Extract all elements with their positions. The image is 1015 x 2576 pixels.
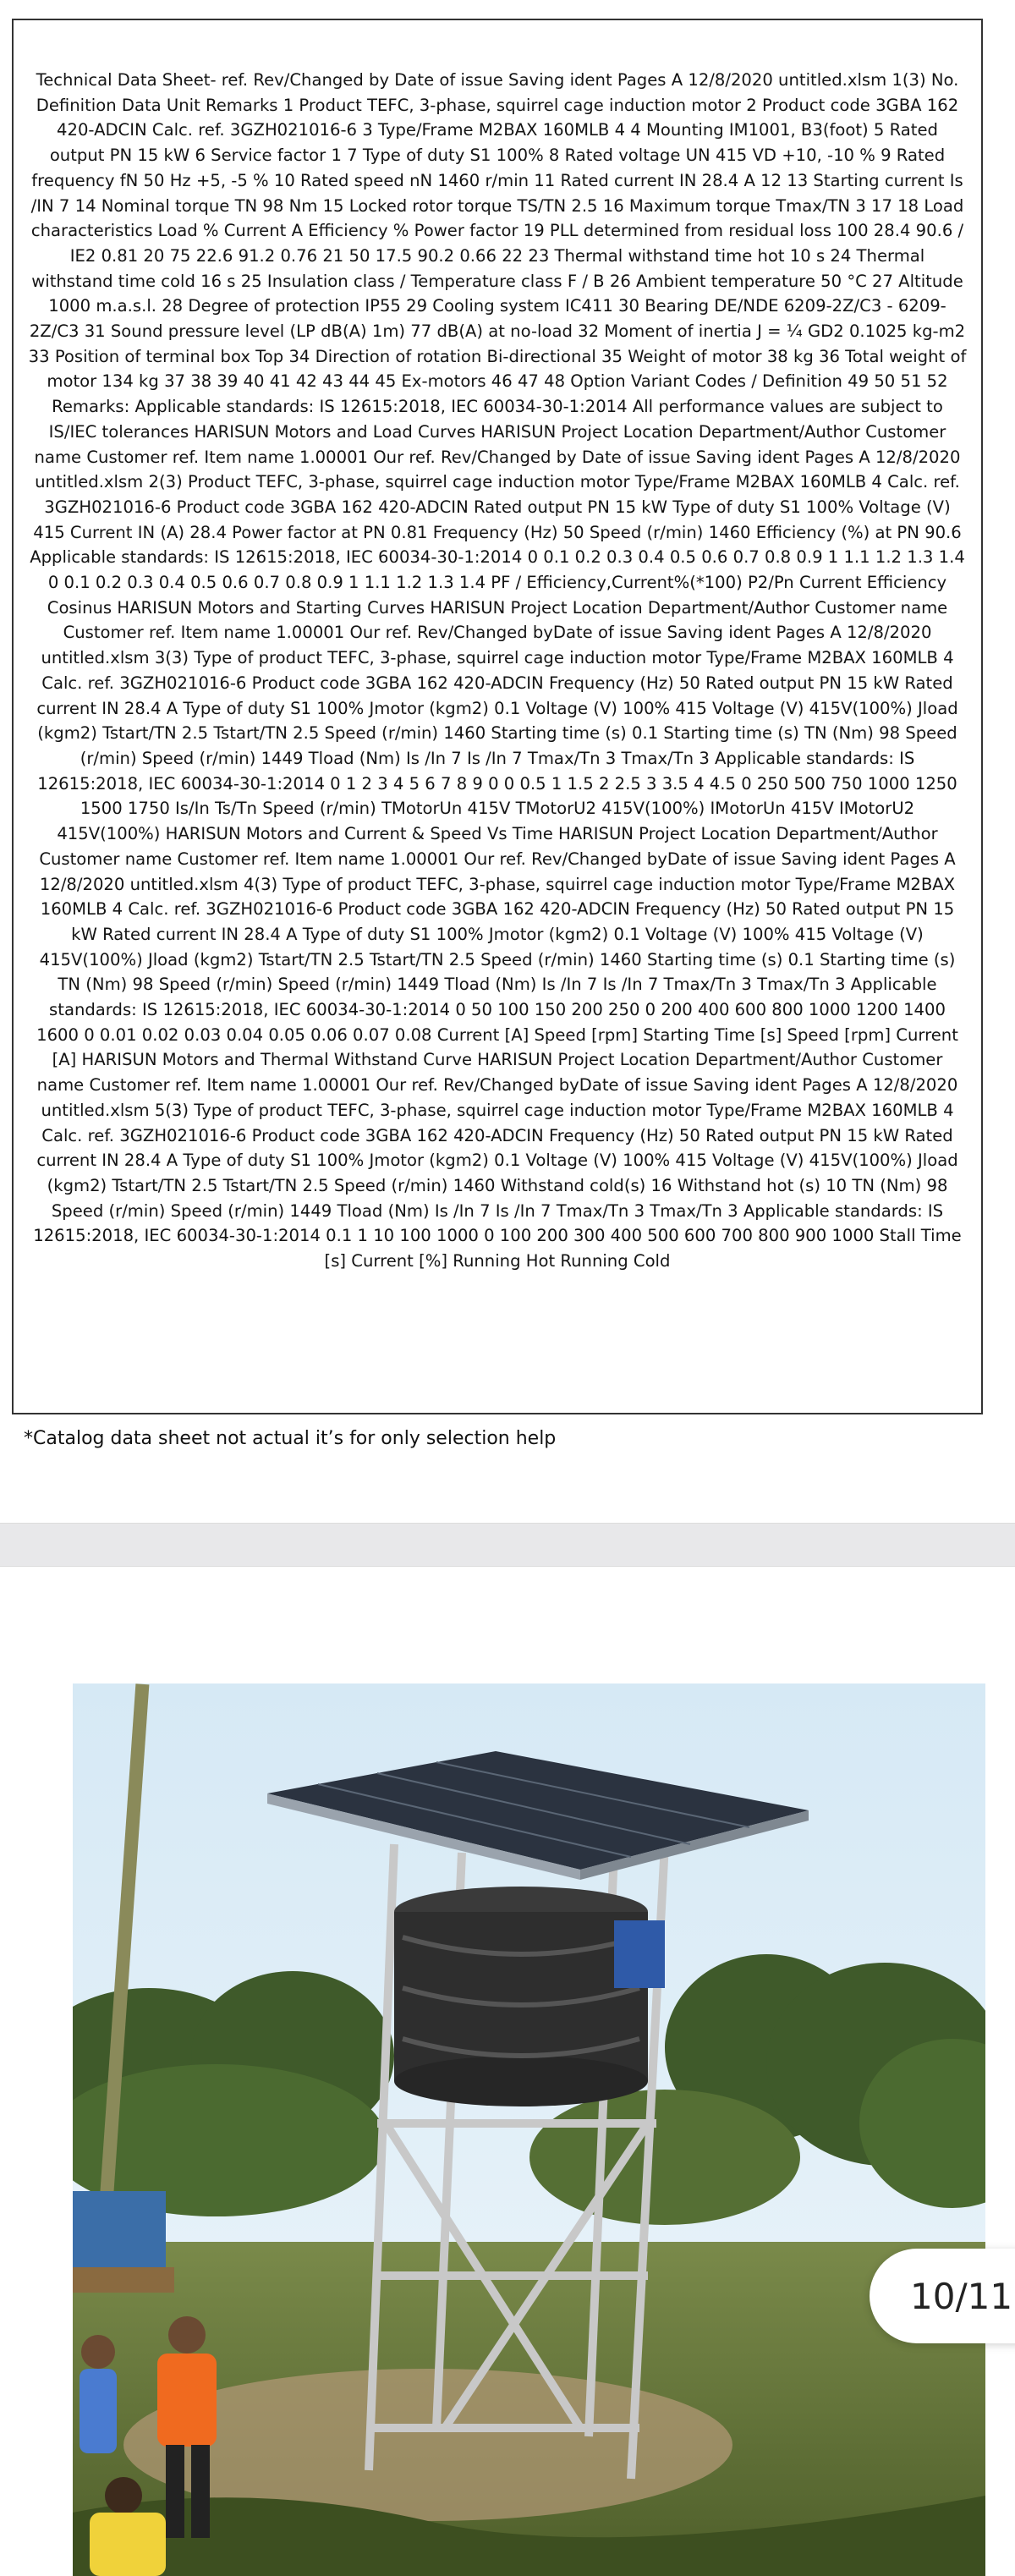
gallery-page-indicator: 10/11 — [870, 2249, 1015, 2343]
controller-box — [614, 1920, 665, 1988]
datasheet-panel — [12, 19, 983, 1414]
water-tank — [394, 1887, 648, 2106]
section-divider — [0, 1523, 1015, 1567]
product-photo[interactable] — [73, 1683, 985, 2576]
datasheet-text: Technical Data Sheet- ref. Rev/Changed by Date of issue Saving ident Pages A 12/8/2020 untitled.xlsm 1(3) No. Definition Data Unit Remarks 1 Product TEFC, 3-phase, squirrel cage induction motor 2 Product code 3GBA 162 420-ADCIN Calc. ref. 3GZH021016-6 3 Type/Frame M2BAX 160MLB 4 4 Mounting IM1001, B3(foot) 5 Rated output PN 15 kW 6 Service factor 1 7 Type of duty S1 100% 8 Rated voltage UN 415 VD +10, -10 % 9 Rated frequency fN 50 Hz +5, -5 % 10 Rated speed nN 1460 r/min 11 Rated current IN 28.4 A 12 13 Starting current Is /IN 7 14 Nominal torque TN 98 Nm 15 Locked rotor torque TS/TN 2.5 16 Maximum torque Tmax/TN 3 17 18 Load characteristics Load % Current A Efficiency % Power factor 19 PLL determined from residual loss 100 28.4 90.6 / IE2 0.81 20 75 22.6 91.2 0.76 21 50 17.5 90.2 0.66 22 23 Thermal withstand time hot 10 s 24 Thermal withstand time cold 16 s 25 Insulation class / Temperature class F / B 26 Ambient temperature 50 °C 27 Altitude 1000 m.a.s.l. 28 Degree of protection IP55 29 Cooling system IC411 30 Bearing DE/NDE 6209-2Z/C3 - 6209-2Z/C3 31 Sound pressure level (LP dB(A) 1m) 77 dB(A) at no-load 32 Moment of inertia J = ¼ GD2 0.1025 kg-m2 33 Position of terminal box Top 34 Direction of rotation Bi-directional 35 Weight of motor 38 kg 36 Total weight of motor 134 kg 37 38 39 40 41 42 43 44 45 Ex-motors 46 47 48 Option Variant Codes / Definition 49 50 51 52 Remarks: Applicable standards: IS 12615:2018, IEC 60034-30-1:2014 All performance values are subject to IS/IEC tolerances HARISUN Motors and Load Curves HARISUN Project Location Department/Author Customer name Customer ref. Item name 1.00001 Our ref. Rev/Changed by Date of issue Saving ident Pages A 12/8/2020 untitled.xlsm 2(3) Product TEFC, 3-phase, squirrel cage induction motor Type/Frame M2BAX 160MLB 4 Calc. ref. 3GZH021016-6 Product code 3GBA 162 420-ADCIN Rated output PN 15 kW Type of duty S1 100% Voltage (V) 415 Current IN (A) 28.4 Power factor at PN 0.81 Frequency (Hz) 50 Speed (r/min) 1460 Efficiency (%) at PN 90.6 Applicable standards: IS 12615:2018, IEC 60034-30-1:2014 0 0.1 0.2 0.3 0.4 0.5 0.6 0.7 0.8 0.9 1 1.1 1.2 1.3 1.4 0 0.1 0.2 0.3 0.4 0.5 0.6 0.7 0.8 0.9 1 1.1 1.2 1.3 1.4 PF / Efficiency,Current%(*100) P2/Pn Current Efficiency Cosinus HARISUN Motors and Starting Curves HARISUN Project Location Department/Author Customer name Customer ref. Item name 1.00001 Our ref. Rev/Changed byDate of issue Saving ident Pages A 12/8/2020 untitled.xlsm 3(3) Type of product TEFC, 3-phase, squirrel cage induction motor Type/Frame M2BAX 160MLB 4 Calc. ref. 3GZH021016-6 Product code 3GBA 162 420-ADCIN Frequency (Hz) 50 Rated output PN 15 kW Rated current IN 28.4 A Type of duty S1 100% Jmotor (kgm2) 0.1 Voltage (V) 100% 415 Voltage (V) 415V(100%) Jload (kgm2) Tstart/TN 2.5 Tstart/TN 2.5 Speed (r/min) 1460 Starting time (s) 0.1 Starting time (s) TN (Nm) 98 Speed (r/min) Speed (r/min) 1449 Tload (Nm) Is /In 7 Is /In 7 Tmax/Tn 3 Tmax/Tn 3 Applicable standards: IS 12615:2018, IEC 60034-30-1:2014 0 1 2 3 4 5 6 7 8 9 0 0 0.5 1 1.5 2 2.5 3 3.5 4 4.5 0 250 500 750 1000 1250 1500 1750 Is/In Ts/Tn Speed (r/min) TMotorUn 415V TMotorU2 415V(100%) IMotorUn 415V IMotorU2 415V(100%) HARISUN Motors and Current & Speed Vs Time HARISUN Project Location Department/Author Customer name Customer ref. Item name 1.00001 Our ref. Rev/Changed byDate of issue Saving ident Pages A 12/8/2020 untitled.xlsm 4(3) Type of product TEFC, 3-phase, squirrel cage induction motor Type/Frame M2BAX 160MLB 4 Calc. ref. 3GZH021016-6 Product code 3GBA 162 420-ADCIN Frequency (Hz) 50 Rated output PN 15 kW Rated current IN 28.4 A Type of duty S1 100% Jmotor (kgm2) 0.1 Voltage (V) 100% 415 Voltage (V) 415V(100%) Jload (kgm2) Tstart/TN 2.5 Tstart/TN 2.5 Speed (r/min) 1460 Starting time (s) 0.1 Starting time (s) TN (Nm) 98 Speed (r/min) Speed (r/min) 1449 Tload (Nm) Is /In 7 Is /In 7 Tmax/Tn 3 Tmax/Tn 3 Applicable standards: IS 12615:2018, IEC 60034-30-1:2014 0 50 100 150 200 250 0 200 400 600 800 1000 1200 1400 1600 0 0.01 0.02 0.03 0.04 0.05 0.06 0.07 0.08 Current [A] Speed [rpm] Starting Time [s] Speed [rpm] Current [A] HARISUN Motors and Thermal Withstand Curve HARISUN Project Location Department/Author Customer name Customer ref. Item name 1.00001 Our ref. Rev/Changed byDate of issue Saving ident Pages A 12/8/2020 untitled.xlsm 5(3) Type of product TEFC, 3-phase, squirrel cage induction motor Type/Frame M2BAX 160MLB 4 Calc. ref. 3GZH021016-6 Product code 3GBA 162 420-ADCIN Frequency (Hz) 50 Rated output PN 15 kW Rated current IN 28.4 A Type of duty S1 100% Jmotor (kgm2) 0.1 Voltage (V) 100% 415 Voltage (V) 415V(100%) Jload (kgm2) Tstart/TN 2.5 Tstart/TN 2.5 Speed (r/min) 1460 Withstand cold(s) 16 Withstand hot (s) 10 TN (Nm) 98 Speed (r/min) Speed (r/min) 1449 Tload (Nm) Is /In 7 Is /In 7 Tmax/Tn 3 Tmax/Tn 3 Applicable standards: IS 12615:2018, IEC 60034-30-1:2014 0.1 1 10 100 1000 0 100 200 300 400 500 600 700 800 900 1000 Stall Time [s] Current [%] Running Hot Running Cold — [28, 70, 967, 1272]
solar-pump-tower-illustration — [73, 1683, 985, 2576]
catalog-footnote: *Catalog data sheet not actual it’s for only selection help — [24, 1428, 557, 1449]
